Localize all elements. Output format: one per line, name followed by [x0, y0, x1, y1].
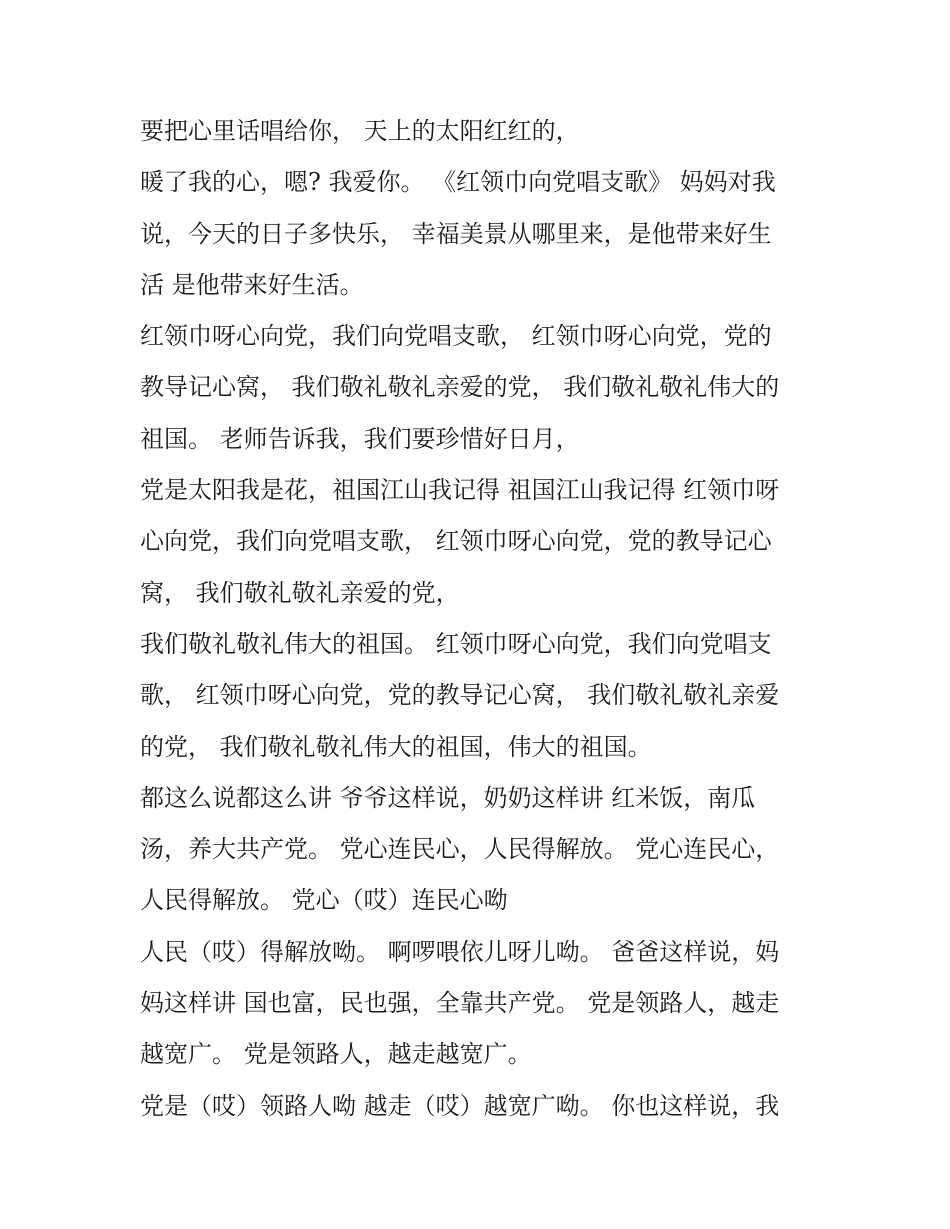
text-line: 歌， 红领巾呀心向党，党的教导记心窝， 我们敬礼敬礼亲爱 [140, 681, 780, 710]
text-line: 党是太阳我是花，祖国江山我记得 祖国江山我记得 红领巾呀 [140, 476, 780, 505]
text-line: 红领巾呀心向党，我们向党唱支歌， 红领巾呀心向党，党的 [140, 322, 772, 351]
text-line: 暖了我的心，嗯? 我爱你。 《红领巾向党唱支歌》 妈妈对我 [140, 168, 776, 197]
document-body [140, 106, 805, 1132]
text-line: 汤，养大共产党。 党心连民心，人民得解放。 党心连民心， [140, 835, 780, 864]
text-line: 人民得解放。 党心（哎）连民心呦 [140, 886, 508, 915]
text-line: 的党， 我们敬礼敬礼伟大的祖国，伟大的祖国。 [140, 732, 652, 761]
text-line: 党是（哎）领路人呦 越走（哎）越宽广呦。 你也这样说，我 [140, 1091, 780, 1120]
text-line: 活 是他带来好生活。 [140, 270, 364, 299]
text-line: 人民（哎）得解放呦。 啊啰喂依儿呀儿呦。 爸爸这样说，妈 [140, 937, 780, 966]
text-line: 教导记心窝， 我们敬礼敬礼亲爱的党， 我们敬礼敬礼伟大的 [140, 373, 780, 402]
text-line: 心向党，我们向党唱支歌， 红领巾呀心向党，党的教导记心 [140, 527, 772, 556]
text-line: 都这么说都这么讲 爷爷这样说，奶奶这样讲 红米饭，南瓜 [140, 783, 756, 812]
text-line: 祖国。 老师告诉我，我们要珍惜好日月， [140, 424, 580, 453]
text-line: 要把心里话唱给你， 天上的太阳红红的， [140, 117, 580, 145]
text-line: 越宽广。 党是领路人，越走越宽广。 [140, 1040, 532, 1069]
text-line: 妈这样讲 国也富，民也强，全靠共产党。 党是领路人，越走 [140, 989, 780, 1018]
text-line: 窝， 我们敬礼敬礼亲爱的党， [140, 578, 460, 607]
text-line: 说，今天的日子多快乐， 幸福美景从哪里来，是他带来好生 [140, 219, 772, 248]
text-line: 我们敬礼敬礼伟大的祖国。 红领巾呀心向党，我们向党唱支 [140, 629, 772, 658]
